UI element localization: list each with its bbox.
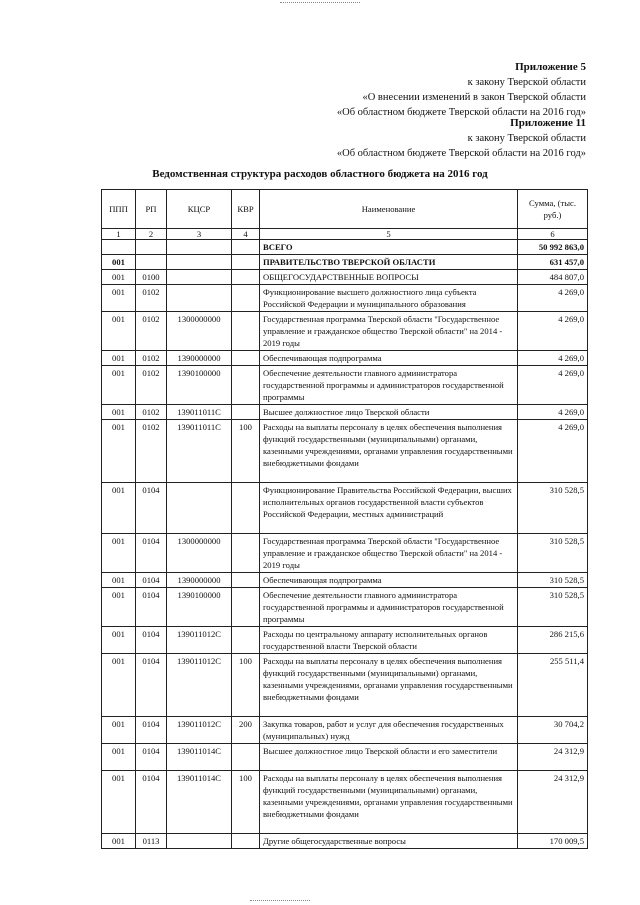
appendix-5-line: «Об областном бюджете Тверской области на 2016 год» bbox=[336, 107, 586, 118]
cell-kcsr bbox=[167, 240, 232, 255]
cell-kvr bbox=[232, 405, 260, 420]
cell-name: Расходы по центральному аппарату исполнительных органов государственной власти Тверской области bbox=[260, 627, 518, 654]
cell-kvr bbox=[232, 255, 260, 270]
cell-kvr bbox=[232, 534, 260, 573]
table-row bbox=[102, 654, 588, 717]
cell-ppp: 001 bbox=[102, 366, 136, 405]
cell-name: Высшее должностное лицо Тверской области bbox=[260, 405, 518, 420]
table-row bbox=[102, 405, 588, 420]
table-header-row bbox=[102, 190, 588, 229]
cell-kvr bbox=[232, 285, 260, 312]
col-number: 3 bbox=[167, 229, 232, 240]
cell-name: Обеспечивающая подпрограмма bbox=[260, 573, 518, 588]
cell-ppp: 001 bbox=[102, 534, 136, 573]
cell-sum: 4 269,0 bbox=[518, 420, 588, 483]
cell-kvr: 100 bbox=[232, 654, 260, 717]
cell-name: Расходы на выплаты персоналу в целях обеспечения выполнения функций государственными (муниципальными) органами, казенными учреждениями, органами управления государственными внебюджетными фондами bbox=[260, 654, 518, 717]
cell-rp bbox=[136, 255, 167, 270]
cell-rp bbox=[136, 240, 167, 255]
cell-sum: 310 528,5 bbox=[518, 588, 588, 627]
col-number: 5 bbox=[260, 229, 518, 240]
cell-rp: 0102 bbox=[136, 366, 167, 405]
table-row bbox=[102, 717, 588, 744]
col-header-name: Наименование bbox=[260, 190, 518, 229]
cell-name: Обеспечивающая подпрограмма bbox=[260, 351, 518, 366]
appendix-5-title: Приложение 5 bbox=[515, 61, 586, 73]
cell-kvr bbox=[232, 744, 260, 771]
table-row bbox=[102, 270, 588, 285]
table-row bbox=[102, 627, 588, 654]
appendix-11-header bbox=[337, 116, 586, 161]
appendix-5-header bbox=[337, 60, 586, 120]
cell-rp: 0104 bbox=[136, 588, 167, 627]
cell-kcsr: 139011014С bbox=[167, 771, 232, 834]
cell-rp: 0104 bbox=[136, 771, 167, 834]
cell-name: Закупка товаров, работ и услуг для обеспечения государственных (муниципальных) нужд bbox=[260, 717, 518, 744]
col-header-sum: Сумма, (тыс. руб.) bbox=[518, 190, 588, 229]
cell-ppp: 001 bbox=[102, 405, 136, 420]
appendix-11-title: Приложение 11 bbox=[510, 117, 586, 129]
cell-name: ВСЕГО bbox=[260, 240, 518, 255]
cell-kcsr: 1390100000 bbox=[167, 366, 232, 405]
col-header-kvr: КВР bbox=[232, 190, 260, 229]
col-header-ppp: ППП bbox=[102, 190, 136, 229]
cell-kcsr: 1390000000 bbox=[167, 573, 232, 588]
cell-name: Расходы на выплаты персоналу в целях обеспечения выполнения функций государственными (муниципальными) органами, казенными учреждениями, органами управления государственными внебюджетными фондами bbox=[260, 771, 518, 834]
cell-name: Другие общегосударственные вопросы bbox=[260, 834, 518, 849]
cell-kcsr: 1300000000 bbox=[167, 534, 232, 573]
cell-kvr bbox=[232, 573, 260, 588]
cell-name: Расходы на выплаты персоналу в целях обеспечения выполнения функций государственными (муниципальными) органами, казенными учреждениями, органами управления государственными внебюджетными фондами bbox=[260, 420, 518, 483]
budget-table bbox=[101, 189, 588, 849]
col-number: 6 bbox=[518, 229, 588, 240]
cell-rp: 0104 bbox=[136, 534, 167, 573]
cell-sum: 4 269,0 bbox=[518, 285, 588, 312]
table-row bbox=[102, 834, 588, 849]
cell-kvr bbox=[232, 351, 260, 366]
cell-sum: 30 704,2 bbox=[518, 717, 588, 744]
cell-rp: 0104 bbox=[136, 717, 167, 744]
cell-rp: 0100 bbox=[136, 270, 167, 285]
cell-sum: 24 312,9 bbox=[518, 771, 588, 834]
cell-ppp: 001 bbox=[102, 627, 136, 654]
table-row bbox=[102, 366, 588, 405]
cell-kcsr: 1390100000 bbox=[167, 588, 232, 627]
cell-kcsr: 139011011С bbox=[167, 420, 232, 483]
cell-ppp: 001 bbox=[102, 351, 136, 366]
cell-name: Государственная программа Тверской области "Государственное управление и гражданское общество Тверской области" на 2014 - 2019 годы bbox=[260, 534, 518, 573]
cell-name: Обеспечение деятельности главного администратора государственной программы и администраторов государственной программы bbox=[260, 366, 518, 405]
cell-ppp bbox=[102, 240, 136, 255]
cell-name: ПРАВИТЕЛЬСТВО ТВЕРСКОЙ ОБЛАСТИ bbox=[260, 255, 518, 270]
cell-ppp: 001 bbox=[102, 834, 136, 849]
col-number: 2 bbox=[136, 229, 167, 240]
cell-name: Функционирование высшего должностного лица субъекта Российской Федерации и муниципального образования bbox=[260, 285, 518, 312]
cell-rp: 0104 bbox=[136, 483, 167, 534]
cell-kcsr bbox=[167, 483, 232, 534]
table-title: Ведомственная структура расходов областного бюджета на 2016 год bbox=[152, 168, 488, 180]
cell-kvr bbox=[232, 483, 260, 534]
table-row bbox=[102, 573, 588, 588]
cell-name: ОБЩЕГОСУДАРСТВЕННЫЕ ВОПРОСЫ bbox=[260, 270, 518, 285]
cell-kvr bbox=[232, 312, 260, 351]
cell-kvr: 100 bbox=[232, 420, 260, 483]
cell-kvr bbox=[232, 270, 260, 285]
cell-rp: 0113 bbox=[136, 834, 167, 849]
appendix-5-line: к закону Тверской области bbox=[467, 77, 586, 88]
cell-sum: 310 528,5 bbox=[518, 534, 588, 573]
cell-sum: 631 457,0 bbox=[518, 255, 588, 270]
cell-rp: 0104 bbox=[136, 744, 167, 771]
scan-mark-bottom bbox=[250, 900, 310, 902]
appendix-11-line: к закону Тверской области bbox=[467, 133, 586, 144]
cell-kcsr: 139011014С bbox=[167, 744, 232, 771]
cell-sum: 310 528,5 bbox=[518, 483, 588, 534]
cell-name: Высшее должностное лицо Тверской области и его заместители bbox=[260, 744, 518, 771]
cell-ppp: 001 bbox=[102, 312, 136, 351]
appendix-5-line: «О внесении изменений в закон Тверской области bbox=[362, 92, 586, 103]
cell-ppp: 001 bbox=[102, 573, 136, 588]
table-row bbox=[102, 255, 588, 270]
col-header-rp: РП bbox=[136, 190, 167, 229]
cell-kvr bbox=[232, 240, 260, 255]
cell-ppp: 001 bbox=[102, 420, 136, 483]
cell-kcsr: 1300000000 bbox=[167, 312, 232, 351]
table-row bbox=[102, 744, 588, 771]
cell-kcsr: 139011012С bbox=[167, 717, 232, 744]
col-header-kcsr: КЦСР bbox=[167, 190, 232, 229]
table-row bbox=[102, 588, 588, 627]
scan-mark-top bbox=[280, 2, 360, 4]
cell-sum: 4 269,0 bbox=[518, 405, 588, 420]
cell-sum: 24 312,9 bbox=[518, 744, 588, 771]
cell-rp: 0104 bbox=[136, 654, 167, 717]
cell-sum: 170 009,5 bbox=[518, 834, 588, 849]
cell-rp: 0102 bbox=[136, 285, 167, 312]
table-row bbox=[102, 771, 588, 834]
cell-ppp: 001 bbox=[102, 744, 136, 771]
cell-name: Обеспечение деятельности главного администратора государственной программы и администраторов государственной программы bbox=[260, 588, 518, 627]
cell-kcsr: 139011012С bbox=[167, 627, 232, 654]
cell-kcsr: 139011012С bbox=[167, 654, 232, 717]
cell-kvr: 200 bbox=[232, 717, 260, 744]
cell-kcsr bbox=[167, 285, 232, 312]
cell-name: Функционирование Правительства Российской Федерации, высших исполнительных органов государственной власти субъектов Российской Федерации, местных администраций bbox=[260, 483, 518, 534]
cell-ppp: 001 bbox=[102, 771, 136, 834]
table-row bbox=[102, 285, 588, 312]
table-row bbox=[102, 534, 588, 573]
cell-sum: 484 807,0 bbox=[518, 270, 588, 285]
table-row bbox=[102, 312, 588, 351]
table-row bbox=[102, 420, 588, 483]
cell-sum: 4 269,0 bbox=[518, 366, 588, 405]
cell-sum: 4 269,0 bbox=[518, 351, 588, 366]
cell-kvr: 100 bbox=[232, 771, 260, 834]
cell-sum: 4 269,0 bbox=[518, 312, 588, 351]
cell-kcsr: 1390000000 bbox=[167, 351, 232, 366]
cell-sum: 50 992 863,0 bbox=[518, 240, 588, 255]
cell-ppp: 001 bbox=[102, 270, 136, 285]
cell-kcsr bbox=[167, 270, 232, 285]
cell-ppp: 001 bbox=[102, 654, 136, 717]
cell-sum: 286 215,6 bbox=[518, 627, 588, 654]
cell-kvr bbox=[232, 834, 260, 849]
cell-ppp: 001 bbox=[102, 588, 136, 627]
cell-rp: 0104 bbox=[136, 573, 167, 588]
cell-kvr bbox=[232, 588, 260, 627]
cell-ppp: 001 bbox=[102, 717, 136, 744]
cell-rp: 0104 bbox=[136, 627, 167, 654]
cell-rp: 0102 bbox=[136, 420, 167, 483]
cell-ppp: 001 bbox=[102, 285, 136, 312]
table-row bbox=[102, 351, 588, 366]
cell-ppp: 001 bbox=[102, 255, 136, 270]
cell-kcsr bbox=[167, 255, 232, 270]
cell-ppp: 001 bbox=[102, 483, 136, 534]
cell-kcsr bbox=[167, 834, 232, 849]
col-number: 1 bbox=[102, 229, 136, 240]
cell-rp: 0102 bbox=[136, 405, 167, 420]
cell-kvr bbox=[232, 627, 260, 654]
cell-name: Государственная программа Тверской области "Государственное управление и гражданское общество Тверской области" на 2014 - 2019 годы bbox=[260, 312, 518, 351]
cell-sum: 310 528,5 bbox=[518, 573, 588, 588]
cell-rp: 0102 bbox=[136, 312, 167, 351]
column-number-row bbox=[102, 229, 588, 240]
cell-sum: 255 511,4 bbox=[518, 654, 588, 717]
table-row bbox=[102, 240, 588, 255]
cell-rp: 0102 bbox=[136, 351, 167, 366]
cell-kcsr: 139011011С bbox=[167, 405, 232, 420]
col-number: 4 bbox=[232, 229, 260, 240]
appendix-11-line: «Об областном бюджете Тверской области на 2016 год» bbox=[336, 148, 586, 159]
table-row bbox=[102, 483, 588, 534]
cell-kvr bbox=[232, 366, 260, 405]
